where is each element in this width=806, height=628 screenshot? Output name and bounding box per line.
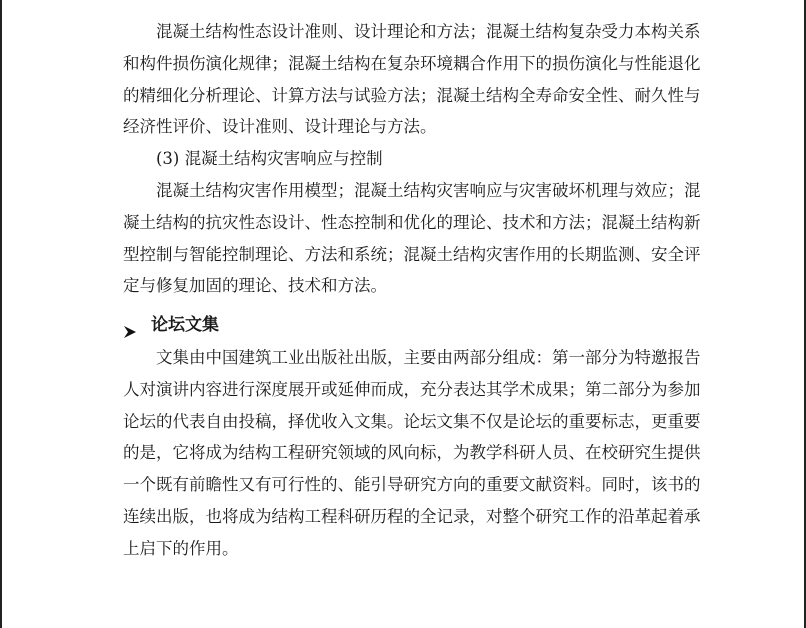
text-line: 论坛的代表自由投稿，择优收入文集。论坛文集不仅是论坛的重要标志，更重要: [123, 411, 701, 431]
text-line: 型控制与智能控制理论、方法和系统；混凝土结构灾害作用的长期监测、安全评: [123, 244, 701, 264]
text-line: 一个既有前瞻性又有可行性的、能引导研究方向的重要文献资料。同时，该书的: [123, 475, 701, 495]
text-line: 凝土结构的抗灾性态设计、性态控制和优化的理论、技术和方法；混凝土结构新: [123, 212, 701, 232]
subheading-disaster-response: (3) 混凝土结构灾害响应与控制: [156, 149, 383, 169]
text-line: 经济性评价、设计准则、设计理论与方法。: [123, 117, 437, 137]
page-border-left: [0, 0, 2, 628]
text-line: 连续出版，也将成为结构工程科研历程的全记录，对整个研究工作的沿革起着承: [123, 506, 701, 526]
section-heading-forum-proceedings: [123, 310, 679, 342]
text-line: 人对演讲内容进行深度展开或延伸而成，充分表达其学术成果；第二部分为参加: [123, 379, 701, 399]
text-line: 的是，它将成为结构工程研究领域的风向标，为教学科研人员、在校研究生提供: [123, 443, 701, 463]
document-body: [123, 16, 701, 565]
text-line: 混凝土结构灾害作用模型；混凝土结构灾害响应与灾害破坏机理与效应；混: [156, 180, 701, 200]
text-line: 的精细化分析理论、计算方法与试验方法；混凝土结构全寿命安全性、耐久性与: [123, 85, 701, 105]
text-line: 混凝土结构性态设计准则、设计理论和方法；混凝土结构复杂受力本构关系: [156, 22, 701, 41]
text-line: 上启下的作用。: [123, 538, 239, 558]
right-arrowhead-icon: [123, 319, 137, 333]
text-line: 和构件损伤演化规律；混凝土结构在复杂环境耦合作用下的损伤演化与性能退化: [123, 53, 701, 73]
paragraph-disaster-response: [123, 175, 701, 302]
text-line: 定与修复加固的理论、技术和方法。: [123, 276, 387, 296]
paragraph-forum-proceedings: [123, 342, 701, 565]
text-line: 文集由中国建筑工业出版社出版，主要由两部分组成：第一部分为特邀报告: [156, 347, 701, 367]
paragraph-design-theory: [123, 16, 701, 143]
section-heading-text: 论坛文集: [151, 315, 219, 336]
